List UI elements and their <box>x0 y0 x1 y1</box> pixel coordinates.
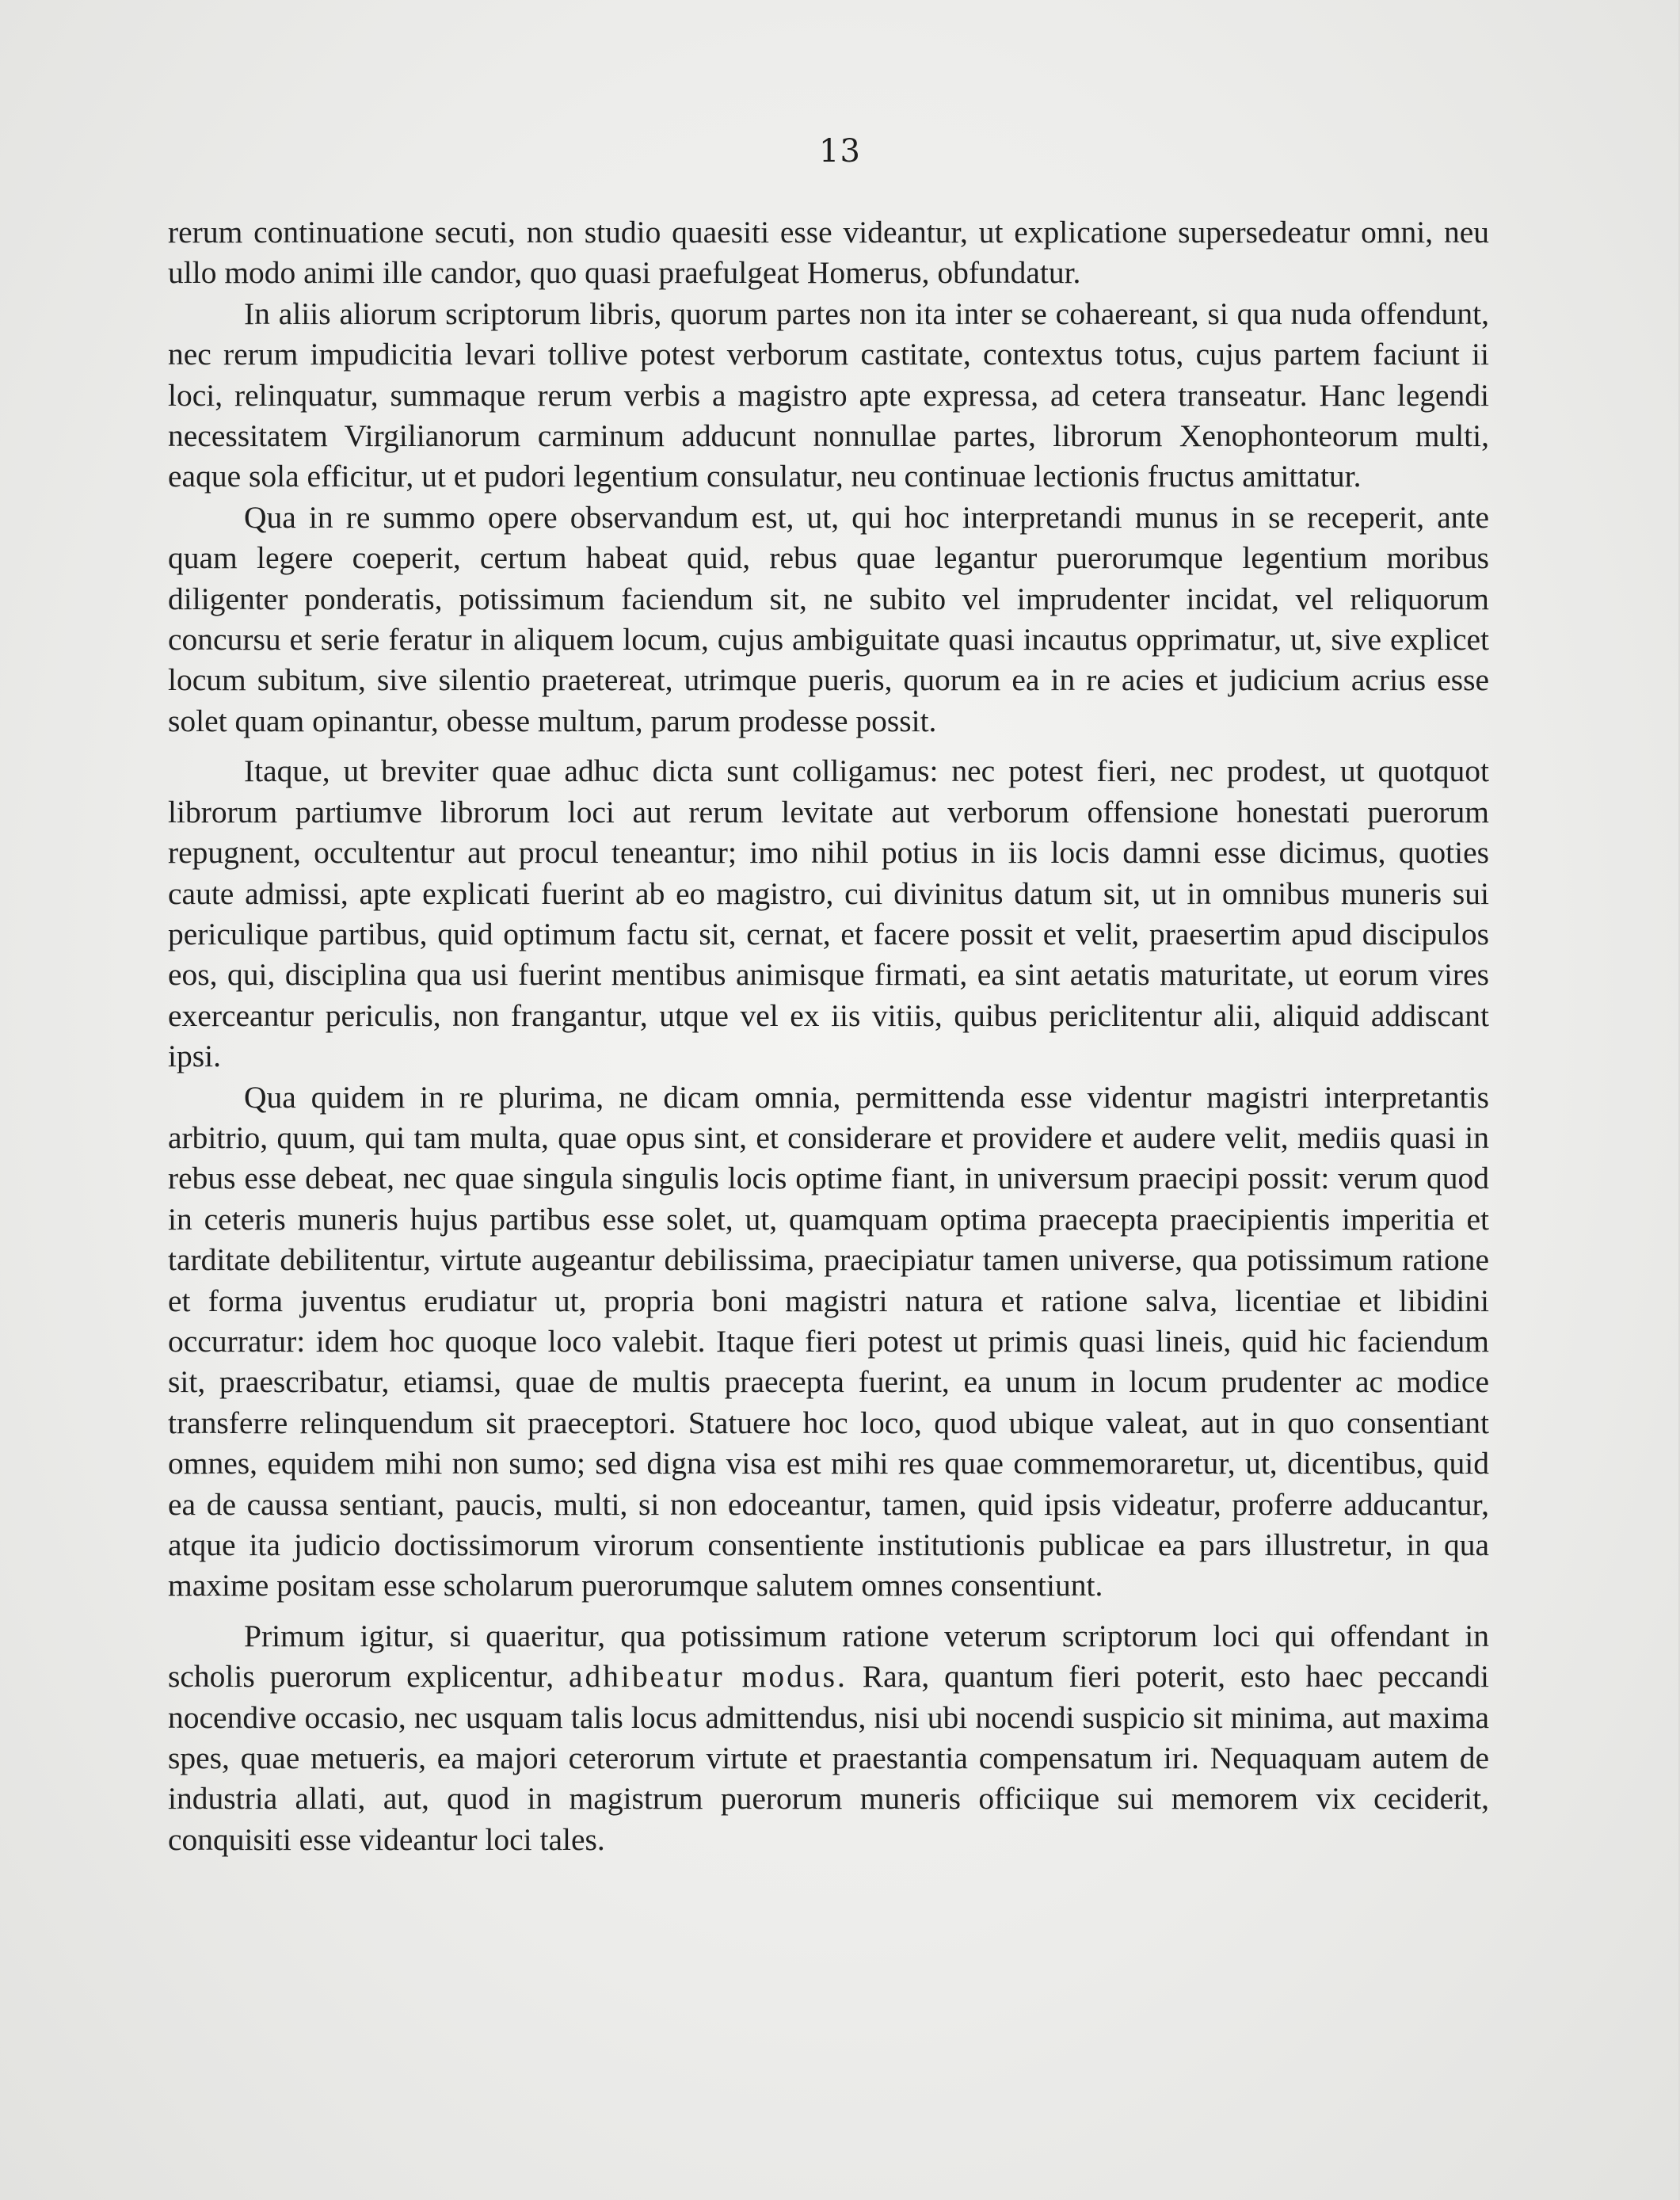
page-number: 13 <box>819 133 861 170</box>
paragraph-2: In aliis aliorum scriptorum libris, quorum partes non ita inter se cohaereant, si qua nuda offendunt, nec rerum impudicitia levari tollive potest verborum castitate, contextus totus, cujus partem faciunt ii loci, relinquatur, summaque rerum verbis a magistro apte expressa, ad cetera transeatur. Hanc legendi necessitatem Virgilianorum carminum adducunt nonnullae partes, librorum Xenophonteorum multi, eaque sola efficitur, ut et pudori legentium consulatur, neu continuae lectionis fructus amittatur. <box>168 295 1489 494</box>
paragraph-6-emphasis: adhibeatur modus. <box>569 1659 848 1695</box>
paragraph-3: Qua in re summo opere observandum est, ut, qui hoc interpretandi munus in se receperit, ante quam legere coeperit, certum habeat quid, rebus quae legantur puerorumque legentium moribus diligenter ponderatis, potissimum faciendum sit, ne subito vel imprudenter incidat, vel reliquorum concursu et serie feratur in aliquem locum, cujus ambiguitate quasi incautus opprimatur, ut, sive explicet locum subitum, sive silentio praetereat, utrimque pueris, quorum ea in re acies et judicium acrius esse solet quam opinantur, obesse multum, parum prodesse possit. <box>168 499 1489 738</box>
body-text <box>168 212 1489 1860</box>
paragraph-6-text-a: Primum igitur, si quaeritur, qua potissimum ratione veterum scriptorum loci qui offendant in scholis puerorum explicentur, <box>168 1618 1489 1695</box>
paragraph-6 <box>168 1616 1489 1860</box>
paragraph-5: Qua quidem in re plurima, ne dicam omnia, permittenda esse videntur magistri interpretantis arbitrio, quum, qui tam multa, quae opus sint, et considerare et providere et audere velit, mediis quasi in rebus esse debeat, nec quae singula singulis locis optime fiant, in universum praecipi possit: verum quod in ceteris muneris hujus partibus esse solet, ut, quamquam optima praecepta praecipientis imperitia et tarditate debilitentur, virtute augeantur debilissima, praecipiatur tamen universe, qua potissimum ratione et forma juventus erudiatur ut, propria boni magistri natura et ratione salva, licentiae et libidini occurratur: idem hoc quoque loco valebit. Itaque fieri potest ut primis quasi lineis, quid hic faciendum sit, praescribatur, etiamsi, quae de multis praecepta fuerint, ea unum in locum prudenter ac modice transferre relinquendum sit praeceptori. Statuere hoc loco, quod ubique valeat, aut in quo consentiant omnes, equidem mihi non sumo; sed digna visa est mihi res quae commemoraretur, ut, dicentibus, quid ea de caussa sentiant, paucis, multi, si non edoceantur, tamen, quid ipsis videatur, proferre adducantur, atque ita judicio doctissimorum virorum consentiente institutionis publicae ea pars illustretur, in qua maxime positam esse scholarum puerorumque salutem omnes consentiunt. <box>168 1079 1489 1603</box>
paragraph-4: Itaque, ut breviter quae adhuc dicta sunt colligamus: nec potest fieri, nec prodest, ut quotquot librorum partiumve librorum loci aut rerum levitate aut verborum offensione honestati puerorum repugnent, occultentur aut procul teneantur; imo nihil potius in iis locis damni esse dicimus, quoties caute admissi, apte explicati fuerint ab eo magistro, cui divinitus datum sit, ut in omnibus muneris sui periculique partibus, quid optimum factu sit, cernat, et facere possit et velit, praesertim apud discipulos eos, qui, disciplina qua usi fuerint mentibus animisque firmati, ea sint aetatis maturitate, ut eorum vires exerceantur periculis, non frangantur, utque vel ex iis vitiis, quibus periclitentur alii, aliquid addiscant ipsi. <box>168 753 1489 1074</box>
paragraph-6-text-b: Rara, quantum fieri poterit, esto haec peccandi nocendive occasio, nec usquam talis locus admittendus, nisi ubi nocendi suspicio sit minima, aut maxima spes, quae metueris, ea majori ceterorum virtute et praestantia compensatum iri. Nequaquam autem de industria allati, aut, quod in magistrum puerorum muneris officiique sui memorem vix ceciderit, conquisiti esse videantur loci tales. <box>168 1659 1490 1857</box>
paragraph-1: rerum continuatione secuti, non studio quaesiti esse videantur, ut explicatione supersedeatur omni, neu ullo modo animi ille candor, quo quasi praefulgeat Homerus, obfundatur. <box>168 215 1489 291</box>
